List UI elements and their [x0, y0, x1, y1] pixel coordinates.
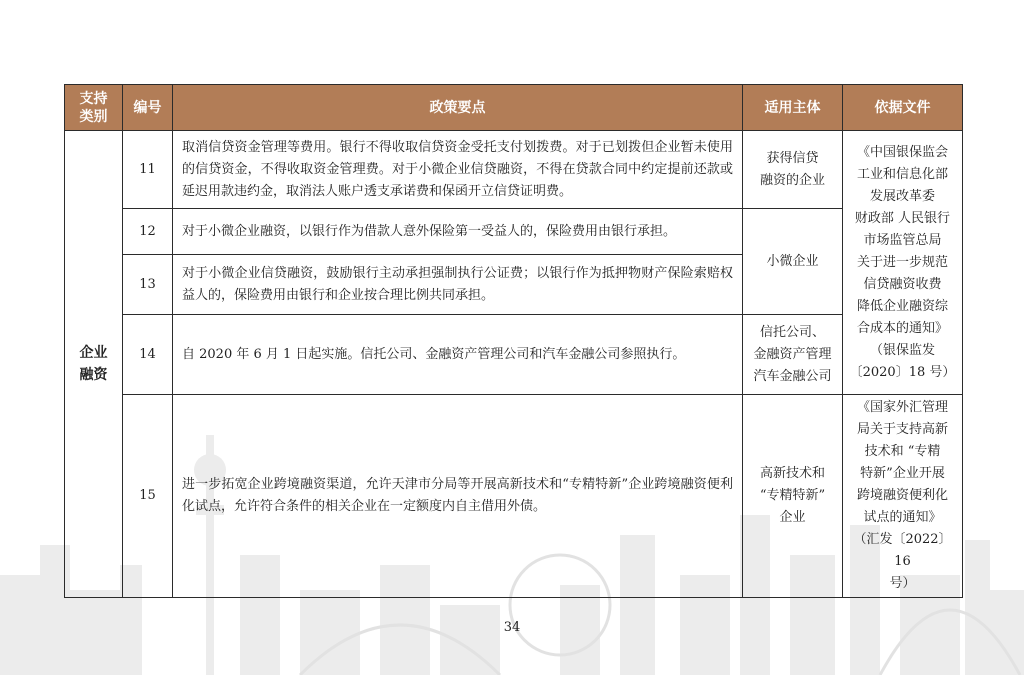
table-header-row: [65, 85, 963, 131]
row-number: 14: [123, 315, 173, 395]
subject-cell: 小微企业: [743, 209, 843, 315]
policy-point: 进一步拓宽企业跨境融资渠道，允许天津市分局等开展高新技术和“专精特新”企业跨境融资便利化试点，允许符合条件的相关企业在一定额度内自主借用外债。: [173, 395, 743, 598]
category-cell: 企业 融资: [65, 131, 123, 598]
header-number: 编号: [123, 85, 173, 131]
page-number: 34: [503, 620, 521, 635]
policy-table: [64, 84, 963, 598]
row-number: 11: [123, 131, 173, 209]
row-number: 15: [123, 395, 173, 598]
row-number: 12: [123, 209, 173, 255]
header-policy: 政策要点: [173, 85, 743, 131]
policy-point: 对于小微企业融资，以银行作为借款人意外保险第一受益人的，保险费用由银行承担。: [173, 209, 743, 255]
subject-cell: 高新技术和 “专精特新” 企业: [743, 395, 843, 598]
subject-cell: 信托公司、 金融资产管理 汽车金融公司: [743, 315, 843, 395]
policy-point: 对于小微企业信贷融资，鼓励银行主动承担强制执行公证费；以银行作为抵押物财产保险索赔权益人的，保险费用由银行和企业按合理比例共同承担。: [173, 255, 743, 315]
header-basis: 依据文件: [843, 85, 963, 131]
table-row: [65, 131, 963, 209]
basis-document-2: 《国家外汇管理 局关于支持高新 技术和 “专精 特新”企业开展 跨境融资便利化 试点的通知》 （汇发〔2022〕16 号）: [843, 395, 963, 598]
table-row: [65, 209, 963, 255]
policy-point: 自 2020 年 6 月 1 日起实施。信托公司、金融资产管理公司和汽车金融公司参照执行。: [173, 315, 743, 395]
header-category: 支持 类别: [65, 85, 123, 131]
header-subject: 适用主体: [743, 85, 843, 131]
table-row: [65, 315, 963, 395]
row-number: 13: [123, 255, 173, 315]
basis-document-1: 《中国银保监会 工业和信息化部 发展改革委 财政部 人民银行 市场监管总局 关于进一步规范 信贷融资收费 降低企业融资综 合成本的通知》 （银保监发 〔2020〕18 号）: [843, 131, 963, 395]
subject-cell: 获得信贷 融资的企业: [743, 131, 843, 209]
table-row: [65, 395, 963, 598]
policy-point: 取消信贷资金管理等费用。银行不得收取信贷资金受托支付划拨费。对于已划拨但企业暂未使用的信贷资金，不得收取资金管理费。对于小微企业信贷融资，不得在贷款合同中约定提前还款或延迟用款违约金，取消法人账户透支承诺费和保函开立信贷证明费。: [173, 131, 743, 209]
